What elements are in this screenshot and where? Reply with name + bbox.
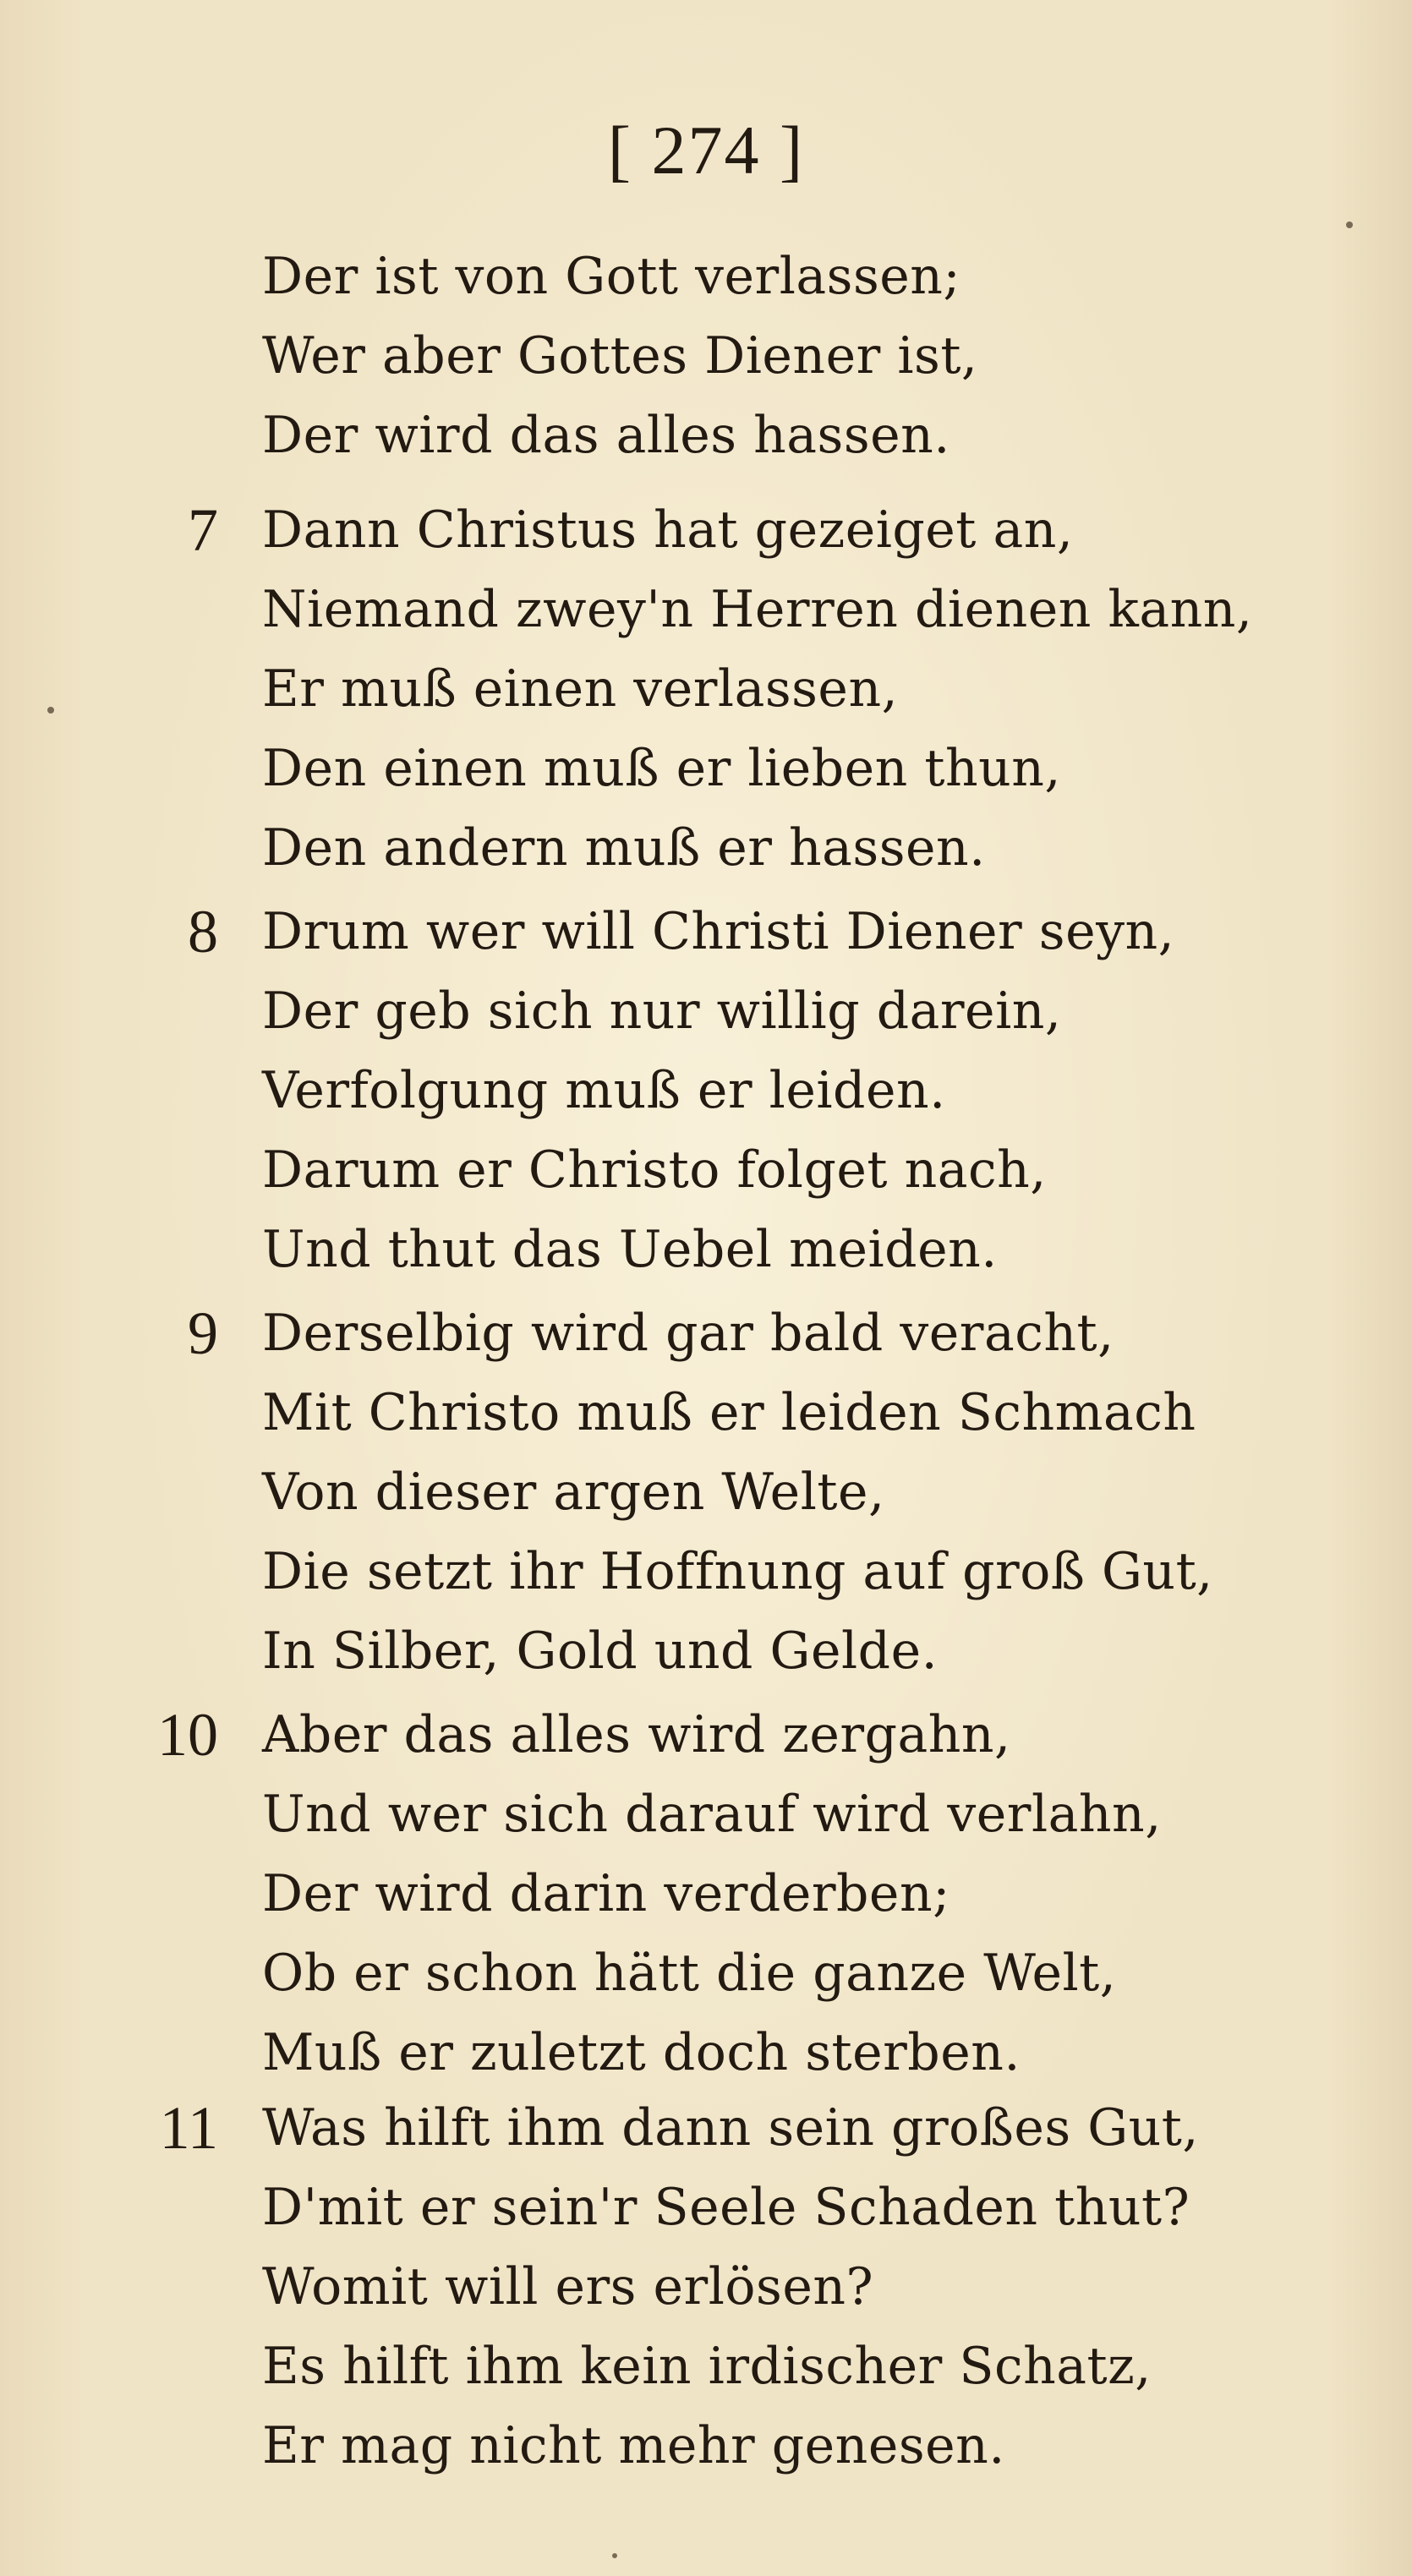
verse-line: Von dieser argen Welte, — [262, 1463, 885, 1522]
verse-line: Derselbig wird gar bald veracht, — [262, 1304, 1114, 1363]
page-number: [ 274 ] — [607, 112, 805, 189]
stanza-number: 9 — [188, 1299, 218, 1367]
stanza-number: 7 — [188, 496, 218, 564]
stanza-number: 10 — [157, 1701, 218, 1769]
verse-line: Den andern muß er hassen. — [262, 818, 986, 878]
stanza-number: 8 — [188, 898, 218, 965]
verse-line: Mit Christo muß er leiden Schmach — [262, 1383, 1196, 1442]
verse-line: D'mit er sein'r Seele Schaden thut? — [262, 2178, 1190, 2237]
stanza-lines — [262, 1293, 1213, 1691]
verse-line: Niemand zwey'n Herren dienen kann, — [262, 580, 1253, 639]
stanza-lines — [262, 1695, 1162, 2092]
verse-line: Er mag nicht mehr genesen. — [262, 2416, 1005, 2475]
verse-line: Der wird darin verderben; — [262, 1864, 950, 1923]
verse-line: Drum wer will Christi Diener seyn, — [262, 902, 1175, 961]
stanza-lines — [262, 892, 1174, 1289]
verse-line: Der ist von Gott verlassen; — [262, 247, 961, 306]
verse-line: Den einen muß er lieben thun, — [262, 739, 1061, 798]
paper-speck — [47, 707, 54, 714]
paper-speck — [612, 2553, 617, 2558]
verse-line: Darum er Christo folget nach, — [262, 1140, 1047, 1200]
verse-line: Und wer sich darauf wird verlahn, — [262, 1785, 1162, 1844]
verse-line: Ob er schon hätt die ganze Welt, — [262, 1944, 1117, 2003]
paper-speck — [1346, 222, 1353, 228]
stanza-lines — [262, 2088, 1199, 2486]
verse-line: Muß er zuletzt doch sterben. — [262, 2023, 1021, 2082]
verse-line: In Silber, Gold und Gelde. — [262, 1622, 939, 1681]
verse-line: Womit will ers erlösen? — [262, 2257, 874, 2316]
stanza-number: 11 — [159, 2094, 218, 2162]
verse-line: Es hilft ihm kein irdischer Schatz, — [262, 2337, 1152, 2396]
verse-line: Verfolgung muß er leiden. — [262, 1061, 946, 1120]
verse-line: Der wird das alles hassen. — [262, 406, 950, 465]
verse-line: Er muß einen verlassen, — [262, 659, 899, 719]
verse-line: Dann Christus hat gezeiget an, — [262, 500, 1074, 560]
verse-line: Und thut das Uebel meiden. — [262, 1220, 998, 1279]
verse-line: Aber das alles wird zergahn, — [262, 1705, 1011, 1764]
verse-line: Der geb sich nur willig darein, — [262, 982, 1062, 1041]
verse-line: Was hilft ihm dann sein großes Gut, — [262, 2098, 1199, 2158]
verse-line: Wer aber Gottes Diener ist, — [262, 326, 978, 386]
stanza-lines — [262, 490, 1252, 888]
stanza-lines — [262, 237, 978, 475]
verse-line: Die setzt ihr Hoffnung auf groß Gut, — [262, 1542, 1213, 1601]
